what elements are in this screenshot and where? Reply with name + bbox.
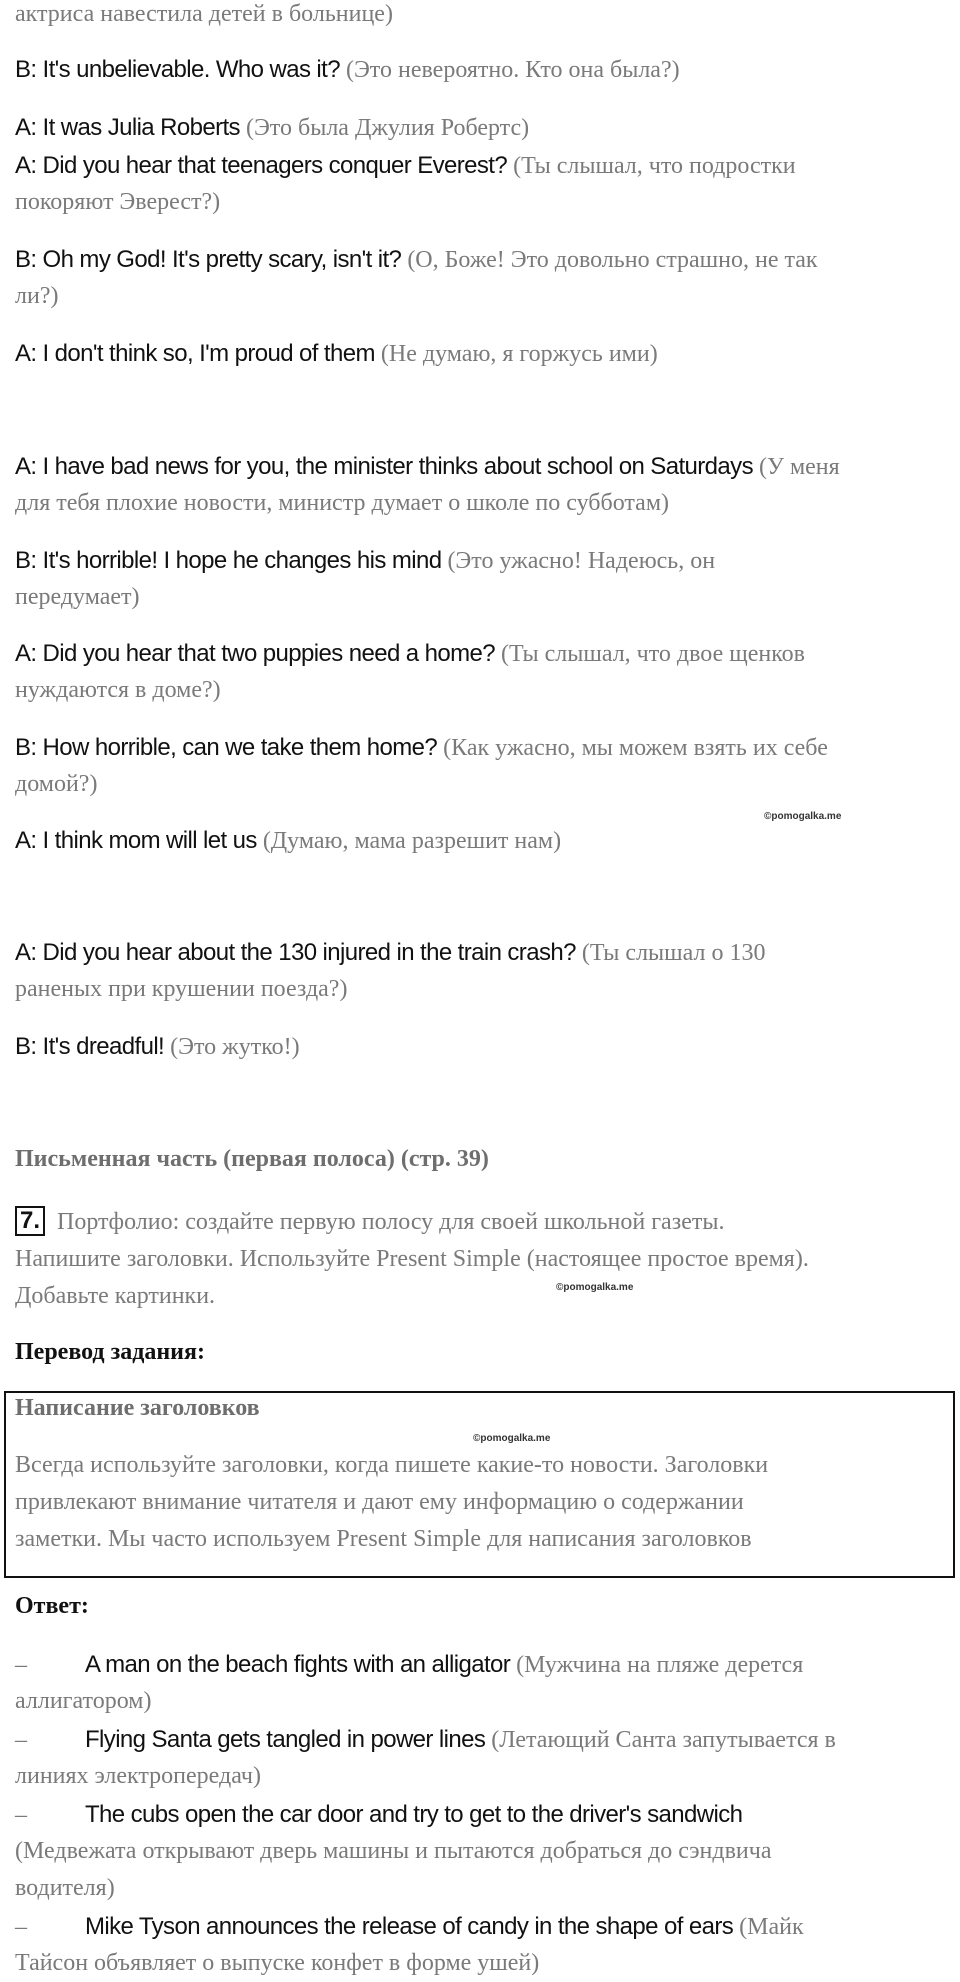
answer-item-cont: (Медвежата открывают дверь машины и пытаются добраться до сэндвича [15,1838,772,1864]
answer-item: – The cubs open the car door and try to get to the driver's sandwich [15,1801,743,1828]
dialogue-line: ли?) [15,283,59,309]
task-line: 7. Портфолио: создайте первую полосу для своей школьной газеты. [15,1204,724,1241]
dialogue-line: A: Did you hear that teenagers conquer Everest? (Ты слышал, что подростки [15,152,796,179]
dialogue-line: A: Did you hear about the 130 injured in the train crash? (Ты слышал о 130 [15,939,766,966]
watermark: ©pomogalka.me [764,811,842,822]
answer-item-cont: линиях электропередач) [15,1763,261,1789]
rule-box-line: заметки. Мы часто используем Present Simple для написания заголовков [15,1526,752,1552]
dialogue-line: A: I think mom will let us (Думаю, мама разрешит нам) [15,827,562,854]
rule-box-title: Написание заголовков [15,1395,260,1421]
answer-item-cont: водителя) [15,1875,115,1901]
dialogue-line: B: How horrible, can we take them home? (Как ужасно, мы можем взять их себе [15,734,828,761]
answer-item: – A man on the beach fights with an alligator (Мужчина на пляже дерется [15,1651,804,1678]
dialogue-line: B: Oh my God! It's pretty scary, isn't it? (О, Боже! Это довольно страшно, не так [15,246,818,273]
section-title: Письменная часть (первая полоса) (стр. 39) [15,1146,489,1172]
answer-heading: Ответ: [15,1593,89,1619]
dialogue-line: A: I have bad news for you, the minister thinks about school on Saturdays (У меня [15,453,840,480]
rule-box-line: Всегда используйте заголовки, когда пишете какие-то новости. Заголовки [15,1452,769,1478]
translation-heading: Перевод задания: [15,1339,205,1365]
dialogue-line: домой?) [15,771,98,797]
dialogue-line: передумает) [15,584,140,610]
dialogue-line: актриса навестила детей в больнице) [15,1,393,27]
dialogue-line: для тебя плохие новости, министр думает о школе по субботам) [15,490,670,516]
task-line: Напишите заголовки. Используйте Present Simple (настоящее простое время). [15,1246,809,1272]
task-number: 7. [15,1206,45,1236]
task-line: Добавьте картинки. [15,1283,216,1309]
dialogue-line: B: It's dreadful! (Это жутко!) [15,1033,300,1060]
dialogue-line: B: It's horrible! I hope he changes his mind (Это ужасно! Надеюсь, он [15,547,716,574]
dialogue-line: A: Did you hear that two puppies need a home? (Ты слышал, что двое щенков [15,640,805,667]
watermark: ©pomogalka.me [556,1282,634,1293]
answer-item: – Mike Tyson announces the release of candy in the shape of ears (Майк [15,1913,804,1940]
answer-item-cont: Тайсон объявляет о выпуске конфет в форме ушей) [15,1950,540,1976]
answer-item-cont: аллигатором) [15,1688,152,1714]
dialogue-line: нуждаются в доме?) [15,677,221,703]
dialogue-line: A: I don't think so, I'm proud of them (Не думаю, я горжусь ими) [15,340,658,367]
watermark: ©pomogalka.me [473,1433,551,1444]
dialogue-line: B: It's unbelievable. Who was it? (Это невероятно. Кто она была?) [15,56,680,83]
dialogue-line: раненых при крушении поезда?) [15,976,348,1002]
rule-box-line: привлекают внимание читателя и дают ему информацию о содержании [15,1489,744,1515]
dialogue-line: A: It was Julia Roberts (Это была Джулия Робертс) [15,114,530,141]
answer-item: – Flying Santa gets tangled in power lines (Летающий Санта запутывается в [15,1726,836,1753]
dialogue-line: покоряют Эверест?) [15,189,221,215]
